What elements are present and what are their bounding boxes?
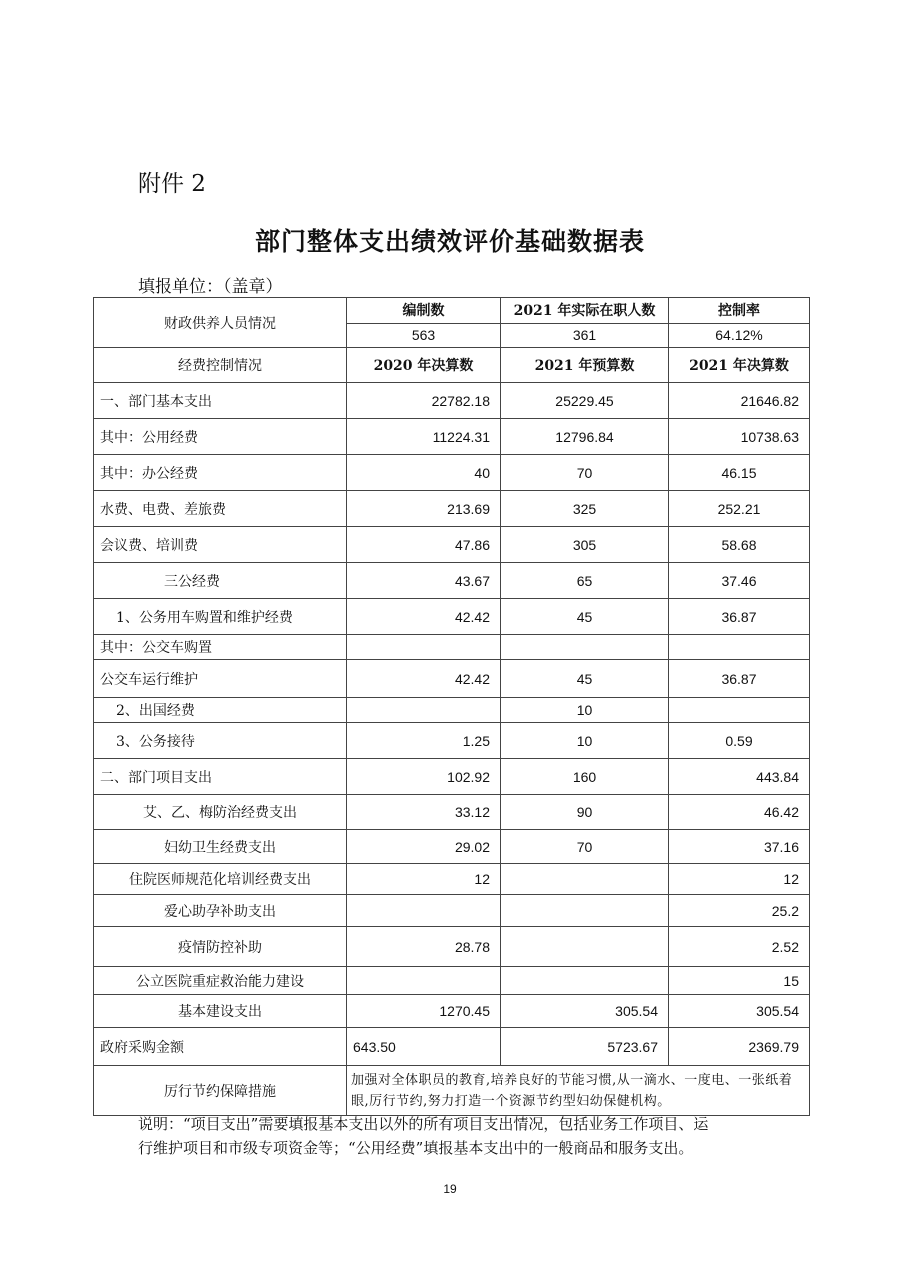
data-table — [93, 297, 810, 1116]
table-row — [94, 864, 810, 895]
table-row — [94, 527, 810, 563]
staff-value-cell: 563 — [347, 323, 501, 348]
cell-2021-budget — [501, 864, 669, 895]
cell-2020-final: 1.25 — [347, 723, 501, 759]
table-row — [94, 698, 810, 723]
cell-2021-final: 15 — [669, 967, 810, 995]
cell-2021-final: 2369.79 — [669, 1028, 810, 1066]
cell-2020-final: 28.78 — [347, 927, 501, 967]
budget-header-cell: 2020 年决算数 — [347, 348, 501, 383]
row-label: 三公经费 — [94, 563, 347, 599]
cell-2020-final: 43.67 — [347, 563, 501, 599]
staff-header-cell: 2021 年实际在职人数 — [501, 298, 669, 324]
cell-2020-final: 102.92 — [347, 759, 501, 795]
cell-2021-budget: 160 — [501, 759, 669, 795]
measures-label: 厉行节约保障措施 — [94, 1066, 347, 1116]
cell-2020-final: 42.42 — [347, 660, 501, 698]
table-row — [94, 419, 810, 455]
cell-2021-final — [669, 698, 810, 723]
table-row — [94, 830, 810, 864]
cell-2021-final: 443.84 — [669, 759, 810, 795]
table-row — [94, 383, 810, 419]
cell-2020-final: 42.42 — [347, 599, 501, 635]
cell-2020-final: 47.86 — [347, 527, 501, 563]
page-title: 部门整体支出绩效评价基础数据表 — [254, 227, 645, 256]
cell-2021-final: 0.59 — [669, 723, 810, 759]
cell-2021-final: 12 — [669, 864, 810, 895]
cell-2021-budget: 5723.67 — [501, 1028, 669, 1066]
row-label: 其中：公交车购置 — [94, 635, 347, 660]
table-row — [94, 723, 810, 759]
cell-2020-final — [347, 698, 501, 723]
cell-2020-final: 29.02 — [347, 830, 501, 864]
measures-row — [94, 1066, 810, 1116]
cell-2021-budget — [501, 927, 669, 967]
row-label: 公交车运行维护 — [94, 660, 347, 698]
table-row — [94, 1028, 810, 1066]
budget-header-label: 经费控制情况 — [94, 348, 347, 383]
table-row — [94, 967, 810, 995]
cell-2020-final: 11224.31 — [347, 419, 501, 455]
footnote-line: 行维护项目和市级专项资金等；“公用经费”填报基本支出中的一般商品和服务支出。 — [138, 1139, 694, 1157]
cell-2021-final: 252.21 — [669, 491, 810, 527]
row-label: 3、公务接待 — [94, 723, 347, 759]
cell-2021-final: 46.15 — [669, 455, 810, 491]
cell-2021-budget: 70 — [501, 455, 669, 491]
staff-header-row — [94, 298, 810, 324]
table-row — [94, 455, 810, 491]
row-label: 艾、乙、梅防治经费支出 — [94, 795, 347, 830]
cell-2020-final: 12 — [347, 864, 501, 895]
cell-2021-final: 36.87 — [669, 660, 810, 698]
row-label: 爱心助孕补助支出 — [94, 895, 347, 927]
cell-2021-final: 25.2 — [669, 895, 810, 927]
cell-2021-budget: 305.54 — [501, 995, 669, 1028]
row-label: 一、部门基本支出 — [94, 383, 347, 419]
row-label: 政府采购金额 — [94, 1028, 347, 1066]
cell-2020-final: 1270.45 — [347, 995, 501, 1028]
row-label: 妇幼卫生经费支出 — [94, 830, 347, 864]
cell-2021-budget — [501, 895, 669, 927]
cell-2021-budget — [501, 967, 669, 995]
row-label: 1、公务用车购置和维护经费 — [94, 599, 347, 635]
table-row — [94, 995, 810, 1028]
cell-2021-final: 305.54 — [669, 995, 810, 1028]
cell-2021-budget — [501, 635, 669, 660]
table-row — [94, 927, 810, 967]
cell-2020-final: 40 — [347, 455, 501, 491]
cell-2021-final: 36.87 — [669, 599, 810, 635]
cell-2021-final: 58.68 — [669, 527, 810, 563]
staff-header-cell: 控制率 — [669, 298, 810, 324]
cell-2021-final: 10738.63 — [669, 419, 810, 455]
row-label: 其中：公用经费 — [94, 419, 347, 455]
footnote-line: 说明：“项目支出”需要填报基本支出以外的所有项目支出情况，包括业务工作项目、运 — [138, 1115, 709, 1133]
cell-2021-budget: 90 — [501, 795, 669, 830]
cell-2021-budget: 25229.45 — [501, 383, 669, 419]
staff-header-cell: 编制数 — [347, 298, 501, 324]
staff-value-cell: 361 — [501, 323, 669, 348]
cell-2021-final — [669, 635, 810, 660]
cell-2021-final: 37.46 — [669, 563, 810, 599]
cell-2021-budget: 45 — [501, 599, 669, 635]
row-label: 其中：办公经费 — [94, 455, 347, 491]
cell-2021-budget: 10 — [501, 698, 669, 723]
cell-2021-budget: 12796.84 — [501, 419, 669, 455]
row-label: 公立医院重症救治能力建设 — [94, 967, 347, 995]
cell-2021-budget: 45 — [501, 660, 669, 698]
cell-2021-budget: 10 — [501, 723, 669, 759]
row-label: 疫情防控补助 — [94, 927, 347, 967]
cell-2021-budget: 325 — [501, 491, 669, 527]
measures-text: 加强对全体职员的教育,培养良好的节能习惯,从一滴水、一度电、一张纸着眼,厉行节约,努力打造一个资源节约型妇幼保健机构。 — [347, 1066, 810, 1116]
cell-2021-final: 2.52 — [669, 927, 810, 967]
table-row — [94, 563, 810, 599]
row-label: 水费、电费、差旅费 — [94, 491, 347, 527]
cell-2021-final: 21646.82 — [669, 383, 810, 419]
cell-2021-final: 46.42 — [669, 795, 810, 830]
row-label: 住院医师规范化培训经费支出 — [94, 864, 347, 895]
table-row — [94, 491, 810, 527]
cell-2021-budget: 305 — [501, 527, 669, 563]
staff-row-label: 财政供养人员情况 — [94, 298, 347, 348]
row-label: 二、部门项目支出 — [94, 759, 347, 795]
cell-2020-final — [347, 635, 501, 660]
budget-header-row — [94, 348, 810, 383]
table-row — [94, 599, 810, 635]
cell-2020-final: 213.69 — [347, 491, 501, 527]
cell-2021-budget: 65 — [501, 563, 669, 599]
row-label: 会议费、培训费 — [94, 527, 347, 563]
cell-2021-final: 37.16 — [669, 830, 810, 864]
budget-header-cell: 2021 年决算数 — [669, 348, 810, 383]
table-row — [94, 660, 810, 698]
row-label: 2、出国经费 — [94, 698, 347, 723]
table-row — [94, 895, 810, 927]
table-row — [94, 759, 810, 795]
page-number: 19 — [443, 1182, 457, 1196]
table-row — [94, 635, 810, 660]
attachment-label: 附件 2 — [138, 171, 206, 197]
cell-2020-final: 33.12 — [347, 795, 501, 830]
footnote — [138, 1112, 778, 1160]
row-label: 基本建设支出 — [94, 995, 347, 1028]
cell-2020-final — [347, 967, 501, 995]
table-row — [94, 795, 810, 830]
fill-unit-label: 填报单位：（盖章） — [138, 277, 283, 297]
cell-2020-final: 643.50 — [347, 1028, 501, 1066]
cell-2020-final: 22782.18 — [347, 383, 501, 419]
cell-2021-budget: 70 — [501, 830, 669, 864]
cell-2020-final — [347, 895, 501, 927]
staff-value-cell: 64.12% — [669, 323, 810, 348]
budget-header-cell: 2021 年预算数 — [501, 348, 669, 383]
